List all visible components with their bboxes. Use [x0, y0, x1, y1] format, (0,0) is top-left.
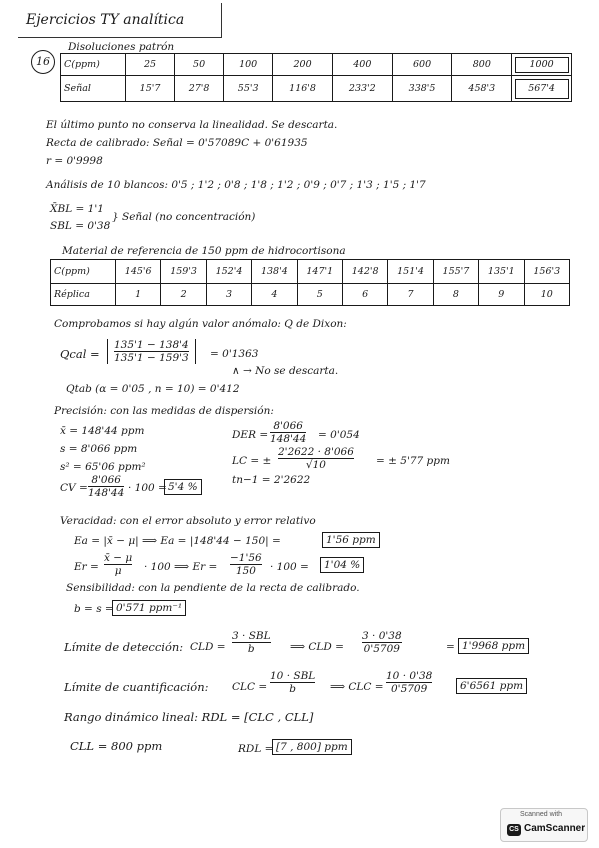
patron-heading: Disoluciones patrón — [68, 41, 175, 53]
er-mid: · 100 ⟹ Er = — [144, 561, 218, 573]
dixon-note: ∧ → No se descarta. — [232, 365, 339, 377]
patron-signal-cell: 567'4 — [512, 76, 572, 102]
camscanner-logo-icon: CS — [507, 824, 521, 836]
lc-eq1: CLC = — [232, 681, 268, 693]
cv-mult: · 100 = — [128, 482, 167, 494]
ld-equals: = — [446, 641, 455, 653]
lc-numerator-1: 10 · SBL — [270, 670, 316, 682]
sensibilidad-heading: Sensibilidad: con la pendiente de la recta de calibrado. — [66, 582, 360, 594]
patron-signal-cell: 458'3 — [452, 76, 512, 102]
patron-table — [60, 53, 572, 102]
material-conc-label: C(ppm) — [51, 260, 116, 284]
ld-denominator-1: b — [232, 642, 271, 655]
qcal-label: Qcal = — [60, 347, 100, 361]
patron-signal-cell: 15'7 — [126, 76, 175, 102]
cv-fraction — [88, 474, 124, 499]
page-title-text: Ejercicios TY analítica — [26, 12, 185, 28]
rdl-result: [7 , 800] ppm — [272, 739, 352, 755]
material-conc-cell: 142'8 — [342, 260, 387, 284]
page-title — [18, 3, 222, 38]
qcal-fraction — [107, 339, 196, 364]
lc-result: 6'6561 ppm — [456, 678, 527, 694]
patron-signal-cell: 338'5 — [392, 76, 452, 102]
material-conc-cell: 138'4 — [252, 260, 297, 284]
material-rep-cell: 9 — [479, 284, 524, 306]
cv-label: CV = — [60, 482, 88, 494]
patron-conc-label: C(ppm) — [61, 54, 126, 76]
patron-conc-cell: 100 — [224, 54, 273, 76]
material-rep-cell: 2 — [161, 284, 206, 306]
material-conc-cell: 152'4 — [206, 260, 251, 284]
b-label: b = s = — [74, 603, 114, 615]
cv-result: 5'4 % — [164, 479, 202, 495]
precision-s2: s² = 65'06 ppm² — [60, 461, 146, 473]
material-conc-cell: 159'3 — [161, 260, 206, 284]
material-conc-cell: 155'7 — [433, 260, 478, 284]
material-rep-cell: 5 — [297, 284, 342, 306]
scanned-with-text: Scanned with — [520, 811, 563, 818]
cv-numerator: 8'066 — [91, 474, 121, 486]
lc-fraction-1 — [270, 670, 315, 695]
lc-mid: ⟹ CLC = — [330, 681, 384, 693]
sbl-value: SBL = 0'38 — [50, 220, 111, 232]
descarte-text: El último punto no conserva la linealidad. Se descarta. — [46, 119, 338, 131]
der-fraction — [270, 420, 306, 445]
qcal-result: = 0'1363 — [210, 348, 259, 360]
material-table — [50, 259, 570, 306]
ld-mid: ⟹ CLD = — [290, 641, 344, 653]
patron-conc-cell: 1000 — [512, 54, 572, 76]
patron-signal-cell: 27'8 — [175, 76, 224, 102]
material-rep-cell: 3 — [206, 284, 251, 306]
xbl-value: X̄BL = 1'1 — [50, 203, 104, 215]
qcal-denominator: 135'1 − 159'3 — [114, 352, 189, 365]
der-numerator: 8'066 — [273, 420, 303, 432]
der-denominator: 148'44 — [270, 433, 307, 446]
cll-value: CLL = 800 ppm — [70, 739, 163, 753]
ld-fraction-1 — [232, 630, 271, 655]
material-conc-cell: 156'3 — [524, 260, 569, 284]
material-rep-cell: 4 — [252, 284, 297, 306]
patron-signal-cell: 55'3 — [224, 76, 273, 102]
ld-result: 1'9968 ppm — [458, 638, 529, 654]
er-label: Er = — [74, 561, 99, 573]
recta-calibrado: Recta de calibrado: Señal = 0'57089C + 0'61935 — [46, 137, 308, 149]
lc-conf-result: = ± 5'77 ppm — [376, 455, 450, 467]
qtab-value: Qtab (α = 0'05 , n = 10) = 0'412 — [66, 383, 240, 395]
ld-numerator-2: 3 · 0'38 — [362, 630, 402, 642]
er-numerator-1: x̄ − μ — [104, 552, 133, 564]
lc-denominator-1: b — [270, 682, 315, 695]
patron-conc-cell: 50 — [175, 54, 224, 76]
lc-conf-denominator: √10 — [278, 458, 354, 471]
material-conc-cell: 151'4 — [388, 260, 433, 284]
veracidad-heading: Veracidad: con el error absoluto y error relativo — [60, 515, 316, 527]
material-rep-cell: 10 — [524, 284, 569, 306]
ea-line: Ea = |x̄ − μ| ⟹ Ea = |148'44 − 150| = — [74, 535, 281, 547]
material-conc-cell: 147'1 — [297, 260, 342, 284]
lc-conf-fraction — [278, 446, 354, 471]
coef-correlacion: r = 0'9998 — [46, 155, 103, 167]
ld-eq1: CLD = — [190, 641, 226, 653]
patron-signal-cell: 116'8 — [273, 76, 333, 102]
rdl-label: RDL = — [238, 743, 274, 755]
material-conc-cell: 135'1 — [479, 260, 524, 284]
ld-denominator-2: 0'5709 — [363, 643, 400, 656]
camscanner-brand: CamScanner — [524, 823, 586, 834]
material-rep-cell: 8 — [433, 284, 478, 306]
ld-numerator-1: 3 · SBL — [232, 630, 271, 642]
patron-conc-cell: 400 — [332, 54, 392, 76]
patron-signal-cell: 233'2 — [332, 76, 392, 102]
material-row-conc — [51, 260, 570, 284]
b-result: 0'571 ppm⁻¹ — [112, 600, 186, 616]
material-heading: Material de referencia de 150 ppm de hidrocortisona — [62, 245, 346, 257]
er-denominator-1: μ — [104, 564, 132, 577]
t-student: tn−1 = 2'2622 — [232, 474, 311, 486]
material-conc-cell: 145'6 — [116, 260, 161, 284]
er-denominator-2: 150 — [230, 564, 262, 577]
material-rep-label: Réplica — [51, 284, 116, 306]
er-result: 1'04 % — [320, 557, 364, 573]
dixon-intro: Comprobamos si hay algún valor anómalo: Q de Dixon: — [54, 318, 347, 330]
camscanner-badge — [500, 808, 588, 842]
der-result: = 0'054 — [318, 429, 360, 441]
er-fraction-2 — [230, 552, 262, 577]
precision-heading: Precisión: con las medidas de dispersión: — [54, 405, 274, 417]
cv-denominator: 148'44 — [88, 487, 125, 500]
blancos-line: Análisis de 10 blancos: 0'5 ; 1'2 ; 0'8 ; 1'8 ; 1'2 ; 0'9 ; 0'7 ; 1'3 ; 1'5 ; 1'7 — [46, 179, 426, 191]
patron-conc-cell: 800 — [452, 54, 512, 76]
der-label: DER = — [232, 429, 269, 441]
brace-note: } Señal (no concentración) — [112, 211, 256, 223]
exercise-number: 16 — [31, 50, 55, 74]
patron-conc-cell: 25 — [126, 54, 175, 76]
lc-conf-numerator: 2'2622 · 8'066 — [278, 446, 354, 458]
er-fraction-1 — [104, 552, 132, 577]
patron-signal-label: Señal — [61, 76, 126, 102]
ld-label: Límite de detección: — [64, 640, 184, 654]
patron-conc-cell: 200 — [273, 54, 333, 76]
precision-s: s = 8'066 ppm — [60, 443, 138, 455]
lc-conf-label: LC = ± — [232, 455, 272, 467]
lc-numerator-2: 10 · 0'38 — [386, 670, 433, 682]
precision-mean: x̄ = 148'44 ppm — [60, 425, 145, 437]
patron-row-conc — [61, 54, 572, 76]
ea-result: 1'56 ppm — [322, 532, 380, 548]
material-rep-cell: 6 — [342, 284, 387, 306]
rango-label: Rango dinámico lineal: RDL = [CLC , CLL] — [64, 710, 314, 724]
lc-label: Límite de cuantificación: — [64, 680, 209, 694]
material-row-rep — [51, 284, 570, 306]
material-rep-cell: 7 — [388, 284, 433, 306]
lc-denominator-2: 0'5709 — [386, 682, 432, 695]
patron-row-signal — [61, 76, 572, 102]
lc-fraction-2 — [386, 670, 432, 695]
ld-fraction-2 — [362, 630, 402, 655]
qcal-numerator: 135'1 − 138'4 — [114, 339, 189, 351]
er-end: · 100 = — [270, 561, 309, 573]
er-numerator-2: −1'56 — [230, 552, 262, 564]
patron-conc-cell: 600 — [392, 54, 452, 76]
material-rep-cell: 1 — [116, 284, 161, 306]
